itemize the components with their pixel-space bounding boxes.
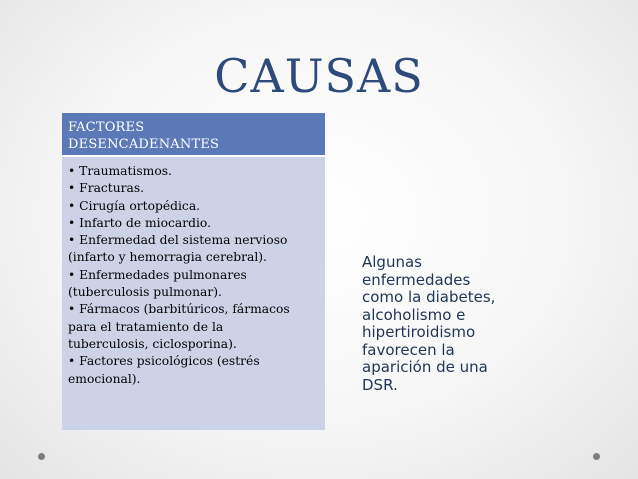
table-body-line: • Infarto de miocardio.	[68, 215, 212, 230]
table-body-line: • Enfermedad del sistema nervioso	[68, 233, 288, 248]
side-note	[362, 254, 552, 394]
right-bullet-dot	[593, 453, 600, 460]
table-body	[62, 157, 325, 430]
side-note-line: aparición de una	[362, 358, 488, 376]
table-body-line: • Fracturas.	[68, 181, 145, 196]
table-body-line: • Factores psicológicos (estrés	[68, 354, 260, 369]
slide-title: CAUSAS	[214, 49, 424, 103]
side-note-line: favorecen la	[362, 340, 455, 359]
table-header-line: FACTORES	[68, 120, 145, 135]
left-bullet-dot	[38, 453, 45, 460]
table-body-line: para el tratamiento de la	[68, 319, 224, 334]
table-body-line: • Enfermedades pulmonares	[68, 267, 247, 282]
table-body-line: • Traumatismos.	[68, 164, 172, 178]
side-note-line: como la diabetes,	[362, 288, 496, 306]
table-header-line: DESENCADENANTES	[68, 137, 220, 152]
table-body-line: (tuberculosis pulmonar).	[68, 285, 222, 300]
table-body-line: tuberculosis, ciclosporina).	[68, 336, 237, 351]
table-body-line: (infarto y hemorragia cerebral).	[68, 250, 267, 265]
table-header	[62, 113, 325, 157]
table-body-line: emocional).	[68, 371, 141, 386]
table-body-line: • Fármacos (barbitúricos, fármacos	[68, 302, 290, 317]
side-note-line: hipertiroidismo	[362, 323, 476, 341]
side-note-line: Algunas	[362, 253, 422, 271]
factors-table	[62, 113, 325, 430]
side-note-line: alcoholismo e	[362, 305, 466, 324]
side-note-line: DSR.	[362, 375, 398, 394]
side-note-line: enfermedades	[362, 270, 471, 289]
table-body-line: • Cirugía ortopédica.	[68, 198, 201, 213]
